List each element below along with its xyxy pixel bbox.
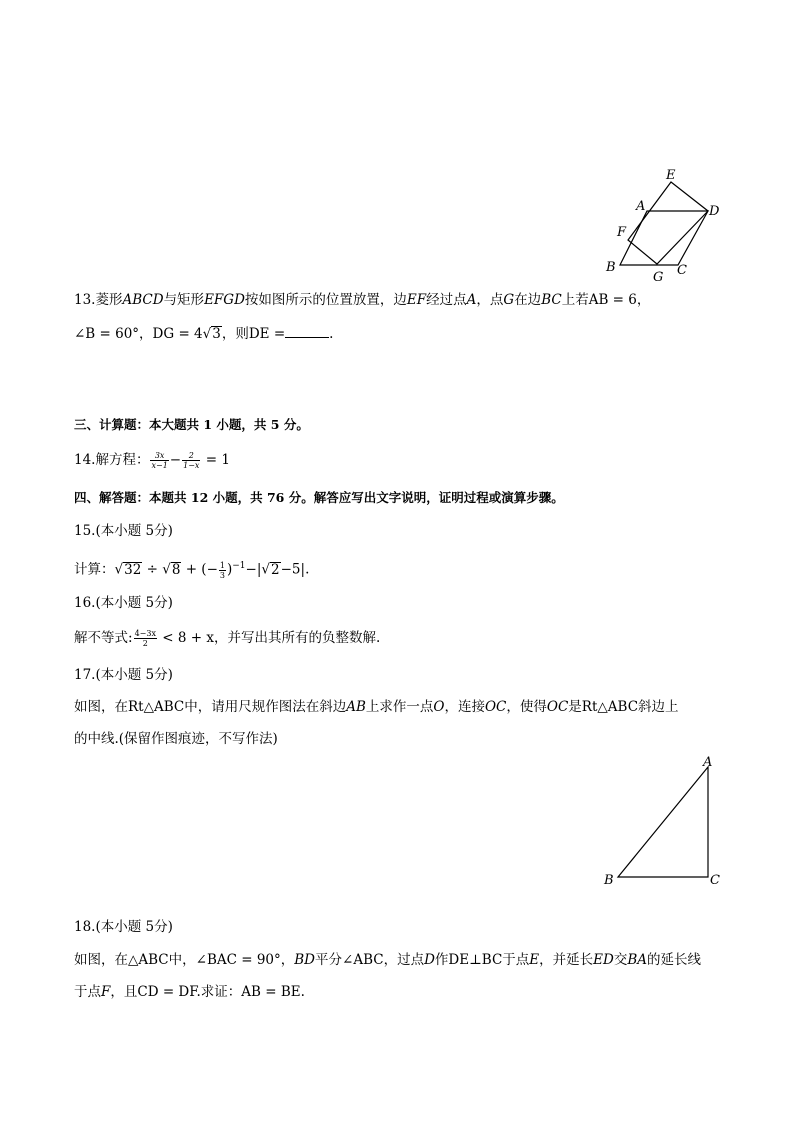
q17-text: 如图，在Rt△ABC中，请用尺规作图法在斜边	[74, 699, 347, 715]
q15-text: 计算：	[74, 561, 115, 578]
q18-text: 的延长线	[647, 952, 701, 968]
label-C: C	[677, 263, 687, 278]
sqrt-arg: 2	[271, 561, 280, 578]
q17-var: AB	[346, 699, 366, 715]
q18-line2	[74, 983, 305, 1001]
q18-text: ，并延长	[539, 952, 594, 968]
q13-text: 菱形	[95, 292, 123, 308]
section-title-prefix: 四、解答题：	[74, 490, 150, 505]
q18-text: 平分∠ABC，过点	[315, 952, 425, 968]
q15-text: + (−	[185, 561, 218, 578]
q13-var: A	[466, 292, 477, 308]
label-B: B	[604, 873, 614, 888]
q17-text: ，使得	[506, 699, 547, 715]
q17-var: OC	[546, 699, 569, 715]
q13-line1	[74, 291, 650, 309]
fraction	[219, 561, 226, 580]
q13-text: 上若AB = 6，	[561, 292, 651, 308]
label-B: B	[606, 260, 616, 275]
q18-text: 于点	[74, 984, 101, 1000]
section-title-text: 本大题共 1 小题，共 5 分。	[149, 417, 309, 432]
fraction	[150, 451, 168, 470]
q14-label: 14.解方程：	[74, 452, 150, 468]
triangle-abc	[618, 767, 708, 877]
q18-head: 18.(本小题 5分)	[74, 919, 173, 935]
q13-line2: ∠B = 60°，DG = 4√3，则DE = .	[74, 326, 334, 342]
q13-var: BC	[541, 292, 562, 308]
q18-var: BD	[294, 952, 316, 968]
fraction-num: 4−3x	[134, 629, 156, 638]
q18-text: 如图，在△ABC中，∠BAC = 90°，	[74, 952, 295, 968]
label-F: F	[617, 225, 627, 240]
q13-var: G	[503, 292, 515, 308]
fraction-num: 3x	[150, 451, 168, 461]
q18-line1	[74, 951, 701, 969]
fraction-den: 1−x	[183, 461, 200, 470]
label-A: A	[636, 199, 646, 214]
q16-body	[74, 629, 380, 648]
q18-text: 交	[613, 952, 628, 968]
label-D: D	[709, 204, 720, 219]
q17-var: O	[433, 699, 445, 715]
q13-text: 在边	[514, 292, 542, 308]
q16-text: < 8 + x，并写出其所有的负整数解.	[162, 630, 381, 646]
q18-text: ，且CD = DF.求证：AB = BE.	[110, 984, 305, 1000]
q13-number: 13.	[74, 292, 96, 308]
q13-text: ，则DE =	[221, 326, 286, 342]
q13-text: .	[329, 326, 334, 342]
q13-text: ，点	[476, 292, 504, 308]
q13-var: ABCD	[122, 292, 164, 308]
fraction	[134, 629, 157, 648]
fraction-num: 1	[219, 560, 225, 570]
q18-var: E	[529, 952, 540, 968]
q13-text: 与矩形	[163, 292, 205, 308]
q18-var: BA	[627, 952, 647, 968]
q18-var: ED	[593, 952, 614, 968]
fraction-num: 2	[182, 451, 200, 461]
rhombus-rectangle-figure	[600, 165, 740, 285]
operator: ÷	[146, 561, 158, 578]
q16-text: 解不等式:	[74, 630, 133, 646]
q13-var: EF	[406, 292, 427, 308]
q17-line1	[74, 698, 679, 716]
q17-head: 17.(本小题 5分)	[74, 667, 173, 683]
q13-text: 经过点	[426, 292, 467, 308]
q17-text: ，连接	[444, 699, 485, 715]
label-G: G	[653, 270, 664, 285]
sqrt-arg: 32	[124, 561, 142, 578]
q13-var: EFGD	[204, 292, 245, 308]
fraction	[182, 451, 200, 470]
section-title-text: 本题共 12 小题，共 76 分。解答应写出文字说明，证明过程或演算步骤。	[149, 490, 564, 505]
q13-sqrt-arg: 3	[212, 326, 221, 342]
q15-text: −|	[245, 561, 262, 578]
q15-text: −5|.	[280, 561, 310, 578]
exponent: −1	[232, 561, 246, 571]
q16-head: 16.(本小题 5分)	[74, 595, 173, 611]
fraction-den: 3	[219, 570, 225, 580]
q15-body: 计算：√32 ÷ √8 + (− $\frac{1}{3}$ )$^{-1}$−|√2−5|.	[74, 560, 310, 580]
label-C: C	[710, 873, 720, 888]
q15-head: 15.(本小题 5分)	[74, 523, 173, 539]
q15-text: )	[226, 561, 233, 578]
label-A: A	[703, 755, 713, 770]
q17-text: 是Rt△ABC斜边上	[568, 699, 679, 715]
q13-text: ∠B = 60°，DG = 4	[74, 326, 203, 342]
sqrt-arg: 8	[171, 561, 181, 578]
equation-rhs: = 1	[205, 452, 230, 468]
q17-text: 上求作一点	[365, 699, 434, 715]
operator: −	[169, 452, 182, 468]
answer-blank	[285, 325, 329, 338]
section4-title	[74, 489, 564, 507]
q18-var: D	[424, 952, 435, 968]
label-E: E	[666, 168, 676, 183]
fraction-den: x−1	[151, 461, 168, 470]
section-title-prefix: 三、计算题：	[74, 417, 150, 432]
q17-line2: 的中线.(保留作图痕迹，不写作法)	[74, 731, 278, 747]
q17-var: OC	[484, 699, 507, 715]
right-triangle-figure	[598, 752, 738, 892]
rectangle-efgd	[628, 182, 708, 264]
q14	[74, 451, 230, 470]
q13-text: 按如图所示的位置放置，边	[244, 292, 407, 308]
fraction-den: 2	[142, 639, 148, 648]
q18-text: 作DE⊥BC于点	[434, 952, 530, 968]
section3-title	[74, 416, 309, 434]
q18-var: F	[101, 984, 111, 1000]
